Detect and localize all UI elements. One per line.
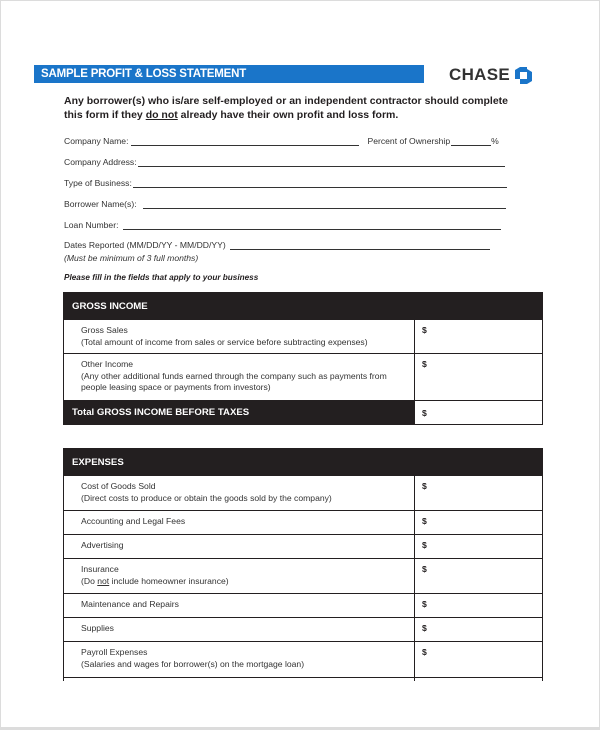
type-of-business-label: Type of Business:	[64, 178, 132, 188]
insurance-amount[interactable]: $	[415, 559, 543, 594]
insurance-note-post: include homeowner insurance)	[109, 575, 229, 586]
accounting-legal-amount[interactable]: $	[415, 511, 543, 535]
chase-logo	[449, 64, 532, 86]
loan-number-field	[64, 220, 501, 230]
percent-ownership-label: Percent of Ownership	[367, 136, 451, 146]
loan-number-input-line[interactable]	[123, 221, 501, 230]
insurance-note-emphasis: not	[97, 575, 110, 586]
row-description: (Salaries and wages for borrower(s) on the mortgage loan)	[81, 658, 305, 669]
table-row	[64, 535, 543, 559]
maintenance-repairs-amount[interactable]: $	[415, 594, 543, 618]
cost-of-goods-cell	[64, 476, 415, 511]
expenses-table	[63, 448, 543, 698]
dates-note: (Must be minimum of 3 full months)	[64, 253, 199, 263]
supplies-amount[interactable]: $	[415, 618, 543, 642]
total-gross-income-label: Total GROSS INCOME BEFORE TAXES	[64, 401, 415, 425]
advertising-amount[interactable]: $	[415, 535, 543, 559]
statement-title: SAMPLE PROFIT & LOSS STATEMENT	[34, 65, 424, 83]
table-row	[64, 618, 543, 642]
supplies-cell	[64, 618, 415, 642]
row-label: Gross Sales	[81, 325, 128, 335]
cost-of-goods-amount[interactable]: $	[415, 476, 543, 511]
borrower-names-input-line[interactable]	[143, 200, 506, 209]
company-address-label: Company Address:	[64, 157, 137, 167]
row-label: Other Income	[81, 359, 134, 369]
row-label: Cost of Goods Sold	[81, 481, 156, 491]
gross-income-header: GROSS INCOME	[64, 293, 543, 320]
logo-text: CHASE	[449, 65, 511, 84]
row-label: Insurance	[81, 564, 119, 574]
total-gross-income-row	[64, 401, 543, 425]
company-name-label: Company Name:	[64, 136, 129, 146]
insurance-cell	[64, 559, 415, 594]
advertising-cell	[64, 535, 415, 559]
dates-reported-field	[64, 240, 490, 250]
intro-text	[64, 94, 524, 122]
row-description: (Total amount of income from sales or service before subtracting expenses)	[81, 336, 368, 347]
company-name-field	[64, 136, 499, 146]
row-description: (Direct costs to produce or obtain the goods sold by the company)	[81, 492, 332, 503]
company-address-input-line[interactable]	[138, 158, 505, 167]
intro-part2: already have their own profit and loss form.	[177, 109, 399, 121]
table-row	[64, 476, 543, 511]
page-left-edge	[0, 0, 1, 730]
row-description: (Any other additional funds earned through the company such as payments from people leasing space or payments from investors)	[81, 370, 387, 392]
payroll-expenses-cell	[64, 642, 415, 678]
gross-sales-cell	[64, 320, 415, 354]
gross-income-header-row	[64, 293, 543, 320]
accounting-legal-cell	[64, 511, 415, 535]
expenses-header: EXPENSES	[64, 449, 543, 476]
table-row	[64, 354, 543, 401]
percent-ownership-input-line[interactable]	[451, 137, 491, 146]
table-row	[64, 559, 543, 594]
row-label: Payroll Expenses	[81, 647, 148, 657]
table-row	[64, 642, 543, 678]
type-of-business-input-line[interactable]	[133, 179, 507, 188]
dates-reported-label: Dates Reported (MM/DD/YY - MM/DD/YY)	[64, 240, 226, 250]
payroll-expenses-amount[interactable]: $	[415, 642, 543, 678]
table-row	[64, 511, 543, 535]
other-income-amount[interactable]: $	[415, 354, 543, 401]
total-gross-income-amount[interactable]: $	[415, 401, 543, 425]
chase-octagon-icon	[515, 67, 532, 84]
page-cutoff	[0, 681, 600, 729]
expenses-header-row	[64, 449, 543, 476]
row-label: Accounting and Legal Fees	[81, 516, 186, 526]
type-of-business-field	[64, 178, 507, 188]
borrower-names-label: Borrower Name(s):	[64, 199, 137, 209]
intro-part1: Any borrower(s) who is/are self-employed or an independent contractor should complete this form if they	[64, 95, 508, 121]
gross-income-table	[63, 292, 543, 425]
intro-emphasis: do not	[145, 109, 178, 121]
maintenance-repairs-cell	[64, 594, 415, 618]
company-name-input-line[interactable]	[131, 137, 359, 146]
row-description	[81, 576, 414, 588]
row-label: Supplies	[81, 623, 114, 633]
insurance-note-pre: (Do	[81, 575, 98, 586]
percent-symbol: %	[491, 136, 499, 146]
instruction-text: Please fill in the fields that apply to your business	[64, 273, 259, 282]
row-label: Maintenance and Repairs	[81, 599, 179, 609]
other-income-cell	[64, 354, 415, 401]
dates-reported-input-line[interactable]	[230, 241, 490, 250]
row-label: Advertising	[81, 540, 124, 550]
gross-sales-amount[interactable]: $	[415, 320, 543, 354]
company-address-field	[64, 157, 505, 167]
table-row	[64, 320, 543, 354]
borrower-names-field	[64, 199, 506, 209]
loan-number-label: Loan Number:	[64, 220, 119, 230]
table-row	[64, 594, 543, 618]
